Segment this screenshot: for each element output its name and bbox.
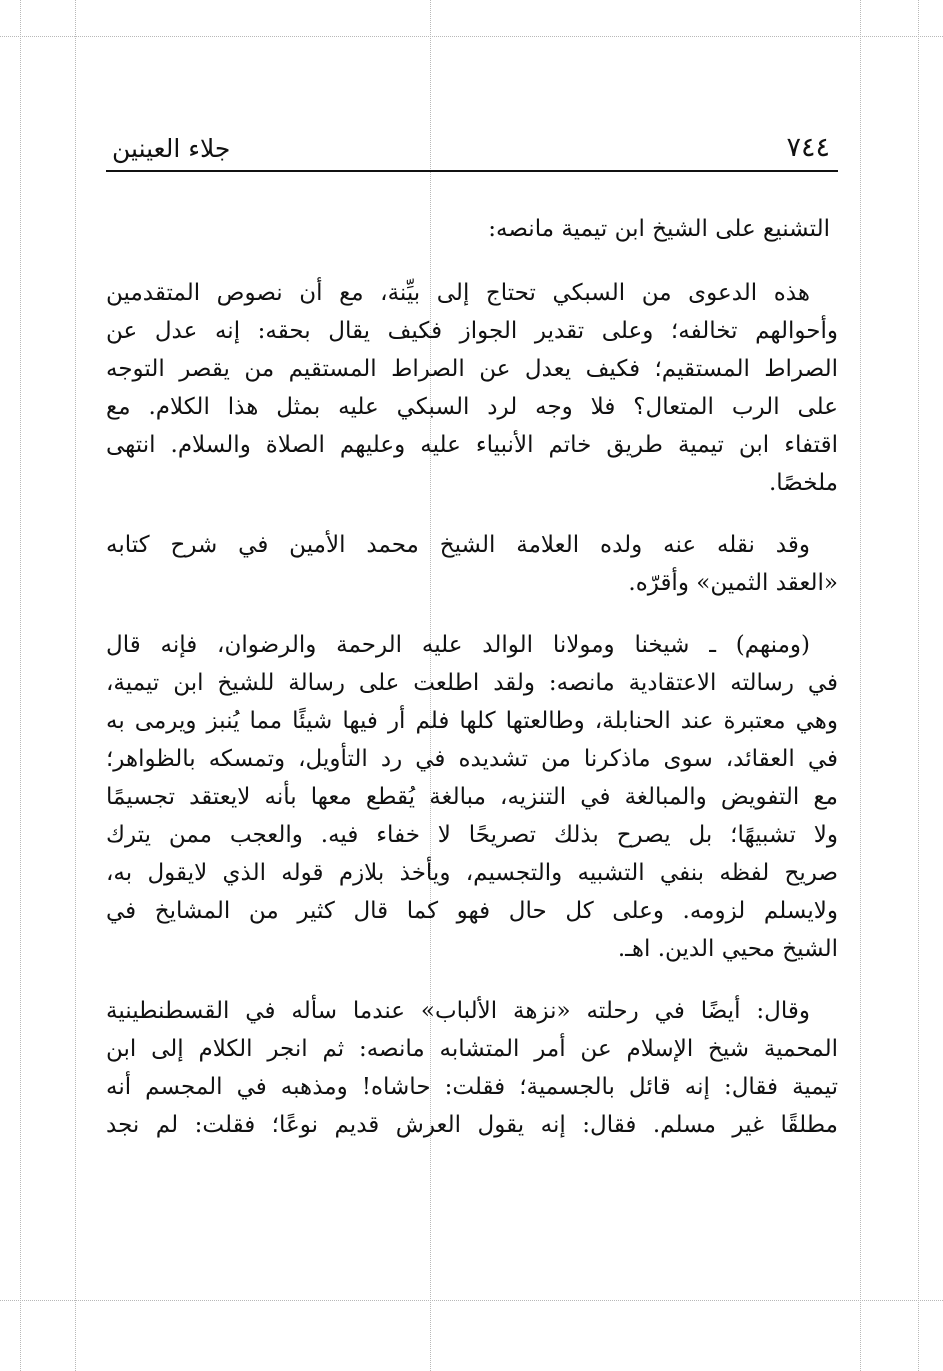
text-line: في رسالته الاعتقادية مانصه: ولقد اطلعت على رسالة للشيخ ابن تيمية، <box>106 670 838 696</box>
page-header <box>106 126 838 172</box>
page-body <box>106 210 838 1144</box>
text-line: الصراط المستقيم؛ فكيف يعدل عن الصراط المستقيم من يقصر التوجه <box>106 356 838 382</box>
text-line: وقد نقله عنه ولده العلامة الشيخ محمد الأمين في شرح كتابه <box>106 532 810 558</box>
text-line: وقال: أيضًا في رحلته «نزهة الألباب» عندما سأله في القسطنطينية <box>106 998 810 1024</box>
scan-guide-line <box>0 1300 943 1301</box>
paragraph <box>106 626 838 968</box>
paragraph <box>106 526 838 602</box>
text-line: (ومنهم) ـ شيخنا ومولانا الوالد عليه الرحمة والرضوان، فإنه قال <box>106 632 810 658</box>
text-line: وهي معتبرة عند الحنابلة، وطالعتها كلها فلم أر فيها شيئًا مما يُنبز ويرمى به <box>106 708 838 734</box>
paragraph <box>106 992 838 1144</box>
text-line: على الرب المتعال؟ فلا وجه لرد السبكي عليه بمثل هذا الكلام. مع <box>106 394 838 420</box>
book-title: جلاء العينين <box>112 134 231 163</box>
section-heading: التشنيع على الشيخ ابن تيمية مانصه: <box>488 216 830 242</box>
book-page <box>106 126 838 1168</box>
text-line: وأحوالهم تخالفه؛ وعلى تقدير الجواز فكيف يقال بحقه: إنه عدل عن <box>106 318 838 344</box>
scan-guide-line <box>860 0 861 1371</box>
paragraph <box>106 274 838 502</box>
text-line: المحمية شيخ الإسلام عن أمر المتشابه مانصه: ثم انجر الكلام إلى ابن <box>106 1036 838 1062</box>
scan-guide-line <box>0 36 943 37</box>
scan-guide-line <box>20 0 21 1371</box>
text-line: ولايسلم لزومه. وعلى كل حال فهو كما قال كثير من المشايخ في <box>106 898 838 924</box>
scan-guide-line <box>918 0 919 1371</box>
text-line: مطلقًا غير مسلم. فقال: إنه يقول العرش قديم نوعًا؛ فقلت: لم نجد <box>106 1112 838 1138</box>
text-line: تيمية فقال: إنه قائل بالجسمية؛ فقلت: حاشاه! ومذهبه في المجسم أنه <box>106 1074 838 1100</box>
text-line: اقتفاء ابن تيمية طريق خاتم الأنبياء عليه وعليهم الصلاة والسلام. انتهى <box>106 432 838 458</box>
text-line: هذه الدعوى من السبكي تحتاج إلى بيِّنة، مع أن نصوص المتقدمين <box>106 280 810 306</box>
text-line: الشيخ محيي الدين. اهـ. <box>617 936 838 962</box>
text-line: مع التفويض والمبالغة في التنزيه، مبالغة يُقطع معها بأنه لايعتقد تجسيمًا <box>106 784 838 810</box>
text-line: «العقد الثمين» وأقرّه. <box>628 570 838 596</box>
text-line: في العقائد، سوى ماذكرنا من تشديده في رد التأويل، وتمسكه بالظواهر؛ <box>106 746 838 772</box>
scan-guide-line <box>75 0 76 1371</box>
text-line: ولا تشبيهًا؛ بل يصرح بذلك تصريحًا لا خفاء فيه. والعجب ممن يترك <box>106 822 838 848</box>
page-number: ٧٤٤ <box>786 132 830 163</box>
text-line: صريح لفظه بنفي التشبيه والتجسيم، ويأخذ بلازم قوله الذي لايقول به، <box>106 860 838 886</box>
text-line: ملخصًا. <box>768 470 838 496</box>
